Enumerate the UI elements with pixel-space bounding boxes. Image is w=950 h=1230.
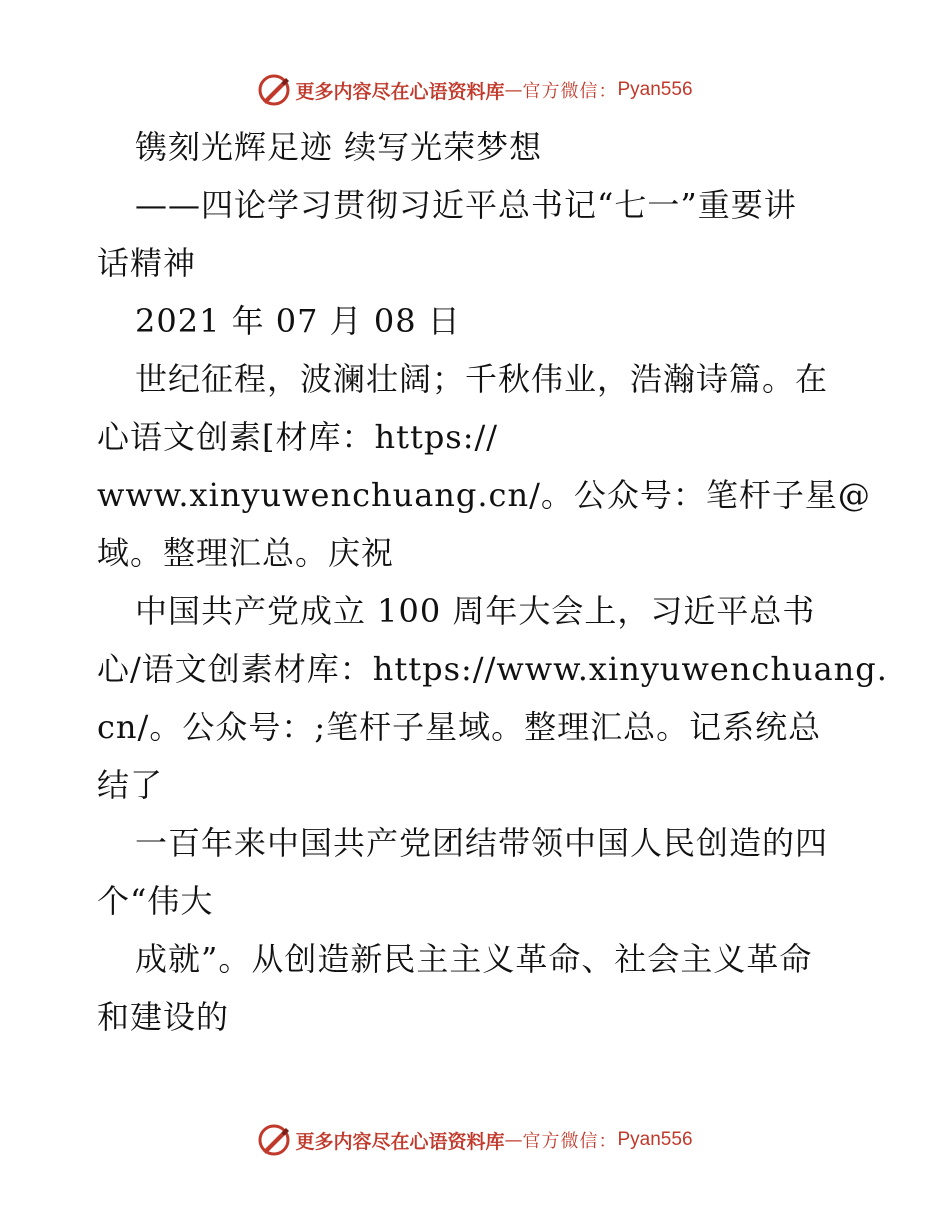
doc-line: 域。整理汇总。庆祝: [97, 534, 395, 572]
doc-line: 和建设的: [97, 998, 230, 1036]
doc-line: 心语文创素[材库：https://: [97, 418, 499, 456]
watermark-brand: 更多内容尽在心语资料库: [295, 1130, 505, 1153]
watermark-wechat-label: 官方微信：: [522, 81, 618, 102]
doc-line: 结了: [97, 766, 164, 804]
watermark-wechat-id: Pyan556: [617, 1129, 693, 1150]
doc-line: www.xinyuwenchuang.cn/。公众号：笔杆子星@: [97, 476, 871, 514]
watermark-separator: —: [504, 79, 523, 101]
doc-line: cn/。公众号：;笔杆子星域。整理汇总。记系统总: [97, 708, 822, 746]
document-body: [97, 118, 888, 1046]
doc-line: 个“伟大: [97, 882, 214, 920]
doc-line: 心/语文创素材库：https://www.xinyuwenchuang.: [97, 650, 888, 688]
watermark-wechat-label: 官方微信：: [522, 1131, 618, 1152]
footer-watermark: [0, 1120, 950, 1160]
doc-line: 一百年来中国共产党团结带领中国人民创造的四: [135, 824, 829, 862]
header-watermark: [0, 70, 950, 110]
doc-line-subtitle-cont: 话精神: [97, 244, 197, 282]
watermark-brand: 更多内容尽在心语资料库: [295, 80, 505, 103]
doc-line: 成就”。从创造新民主主义革命、社会主义革命: [135, 940, 813, 978]
doc-line-title: 镌刻光辉足迹 续写光荣梦想: [135, 128, 543, 166]
doc-line: 中国共产党成立 100 周年大会上，习近平总书: [135, 592, 816, 630]
watermark-separator: —: [504, 1129, 523, 1151]
watermark-wechat-id: Pyan556: [617, 79, 693, 100]
doc-line-subtitle: ——四论学习贯彻习近平总书记“七一”重要讲: [135, 186, 797, 224]
pen-logo-icon: [257, 73, 291, 107]
pen-logo-icon: [257, 1123, 291, 1157]
doc-line: 世纪征程，波澜壮阔；千秋伟业，浩瀚诗篇。在: [135, 360, 829, 398]
doc-line-date: 2021 年 07 月 08 日: [135, 302, 461, 340]
